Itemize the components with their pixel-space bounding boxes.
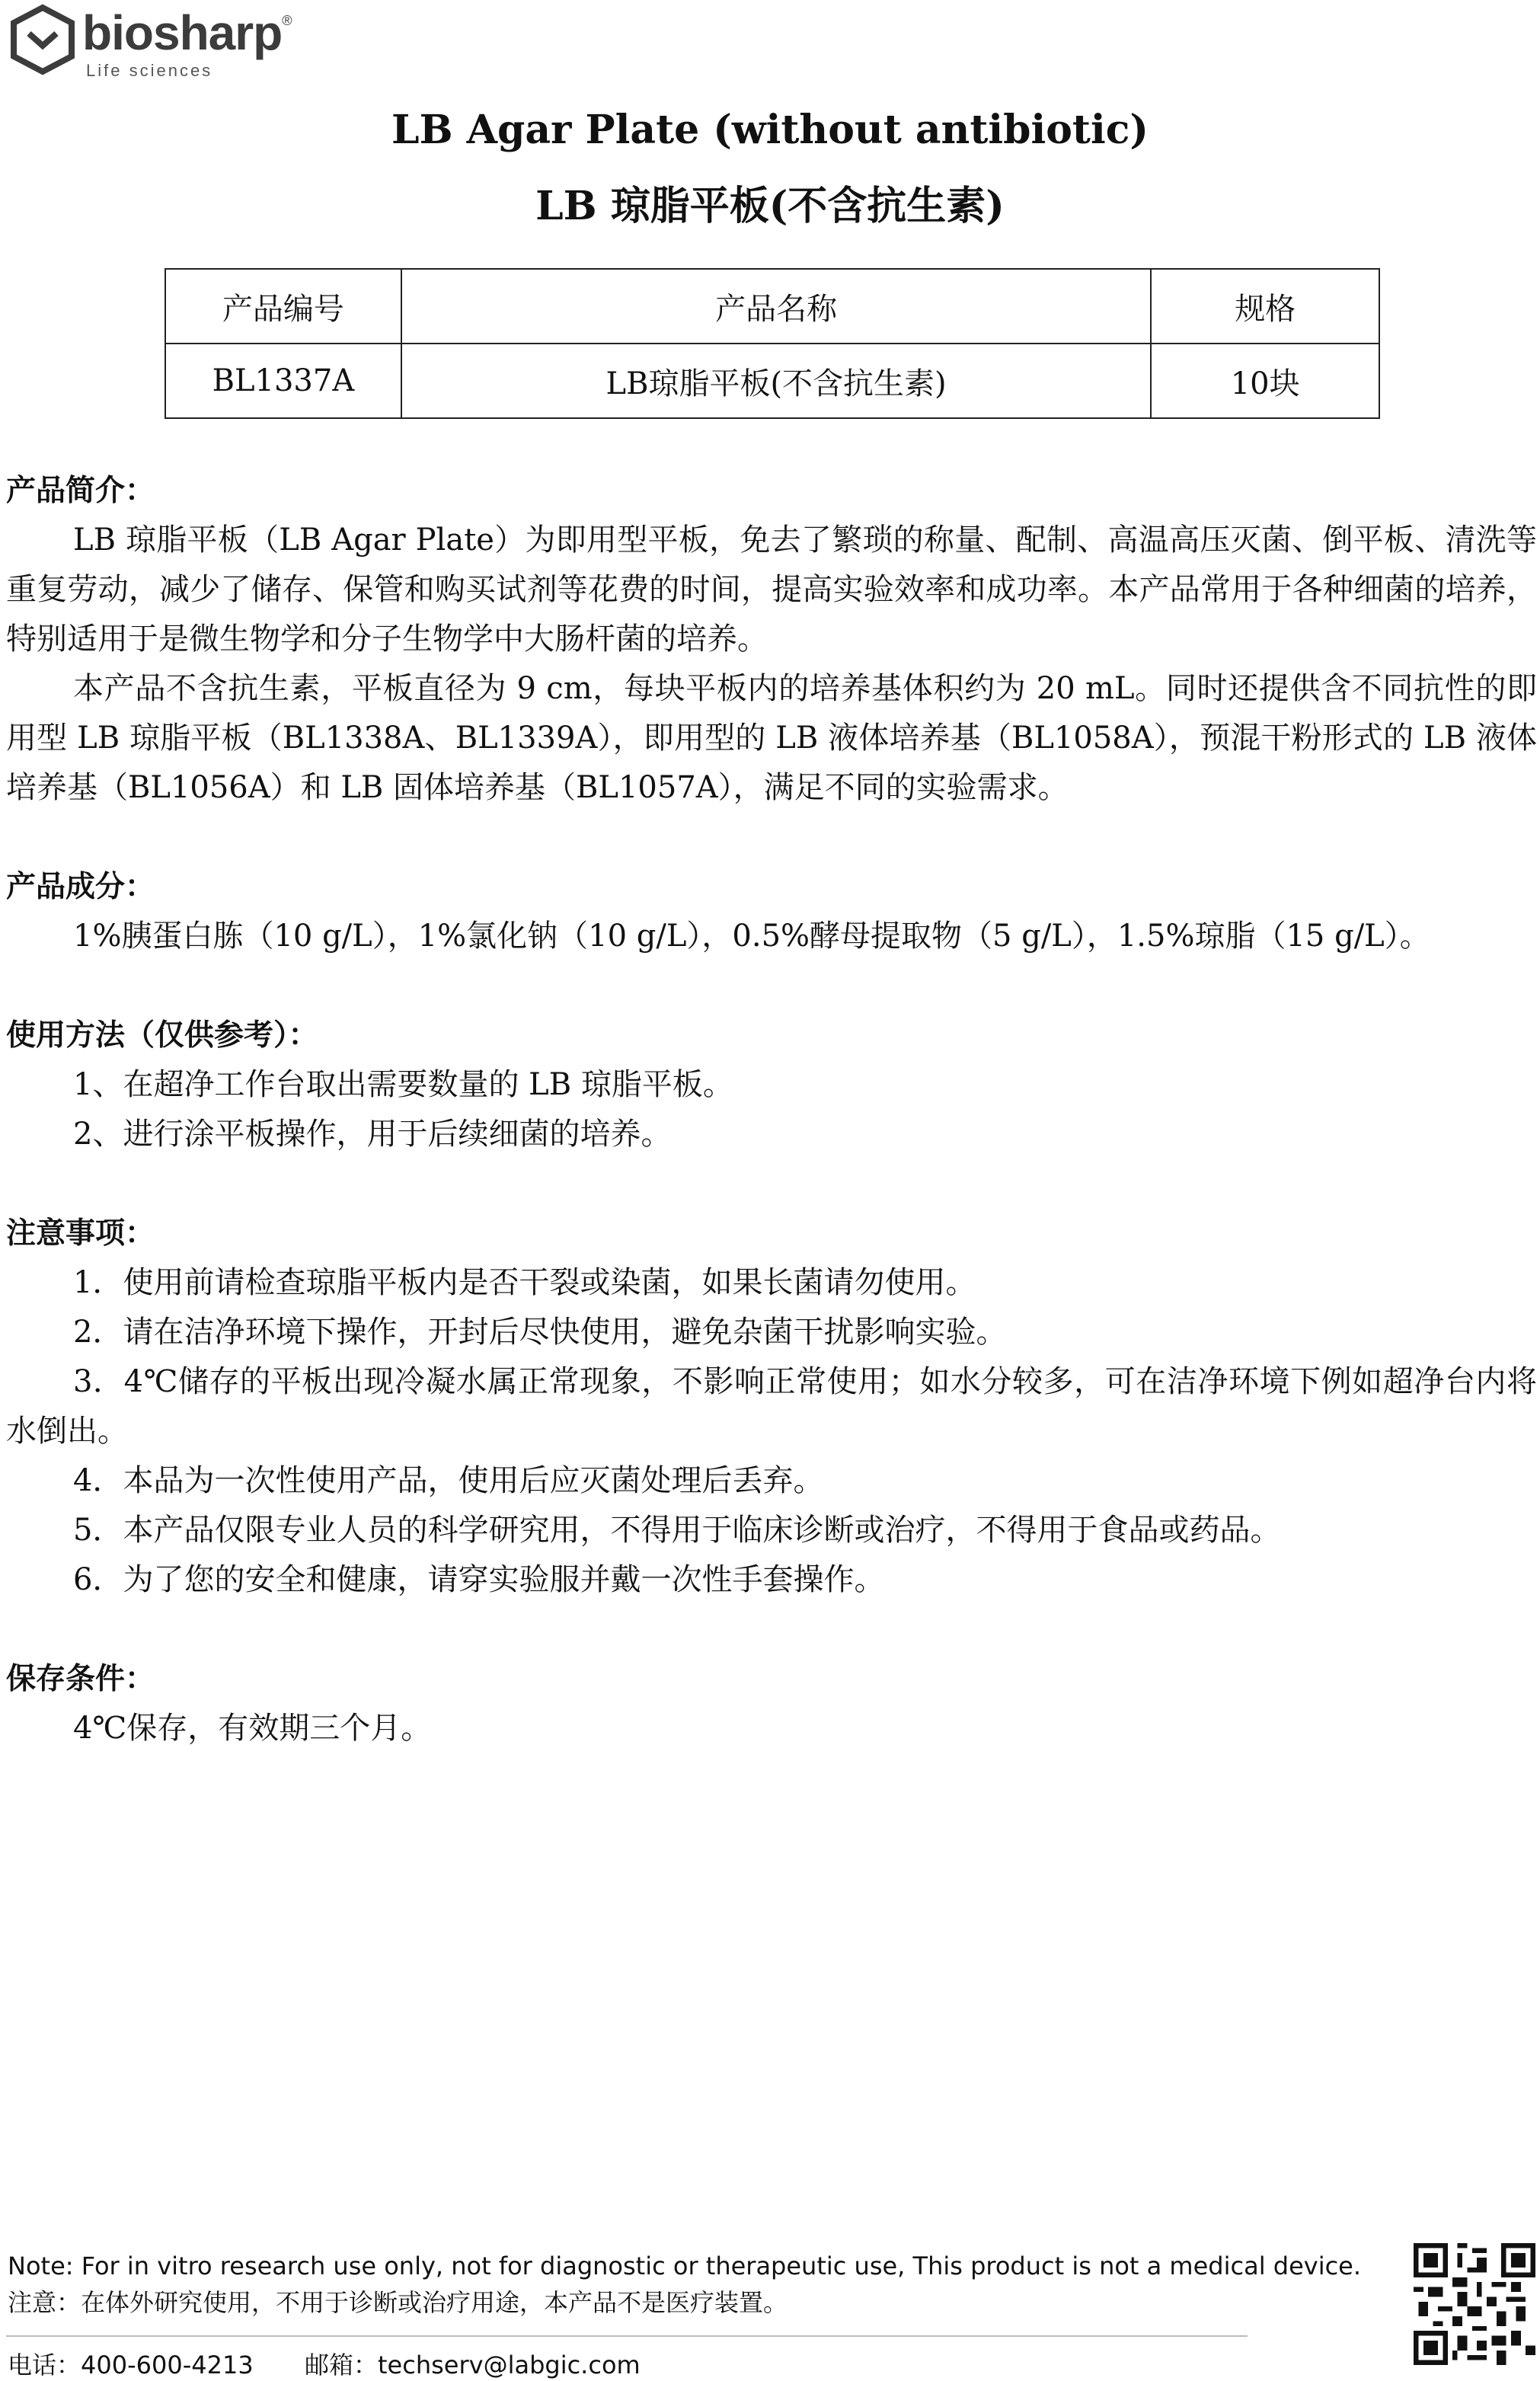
footer-divider [6, 2335, 1248, 2337]
note-item-2: 2．请在洁净环境下操作，开封后尽快使用，避免杂菌干扰影响实验。 [73, 1315, 1007, 1350]
note-item-5: 5．本产品仅限专业人员的科学研究用，不得用于临床诊断或治疗，不得用于食品或药品。 [73, 1513, 1281, 1548]
note-item-1: 1．使用前请检查琼脂平板内是否干裂或染菌，如果长菌请勿使用。 [73, 1265, 976, 1300]
notes-heading: 注意事项： [6, 1216, 155, 1251]
brand-logo [6, 3, 311, 79]
header-spec: 规格 [1151, 269, 1379, 344]
header-product-name: 产品名称 [401, 269, 1152, 344]
intro-paragraph-2: 本产品不含抗生素，平板直径为 9 cm，每块平板内的培养基体积约为 20 mL。同时还提供含不同抗性的即用型 LB 琼脂平板（BL1338A、BL1339A），即用型的 LB 液体培养基（BL1058A），预混干粉形式的 LB 液体培养基（BL1056A）和 LB 固体培养基（BL1057A），满足不同的实验需求。 [6, 671, 1537, 805]
intro-heading: 产品简介： [6, 474, 155, 508]
note-item-3: 3．4℃储存的平板出现冷凝水属正常现象，不影响正常使用；如水分较多，可在洁净环境下例如超净台内将水倒出。 [6, 1364, 1537, 1449]
title-chinese: LB 琼脂平板(不含抗生素) [535, 183, 1005, 229]
header-catalog-no: 产品编号 [165, 269, 401, 344]
document-body [6, 466, 1537, 1753]
note-item-6: 6．为了您的安全和健康，请穿实验服并戴一次性手套操作。 [73, 1562, 885, 1597]
composition-heading: 产品成分： [6, 870, 155, 904]
brand-name: biosharp® [82, 5, 292, 60]
usage-step-2: 2、进行涂平板操作，用于后续细菌的培养。 [73, 1117, 672, 1152]
note-item-4: 4．本品为一次性使用产品，使用后应灭菌处理后丢弃。 [73, 1463, 824, 1498]
cell-catalog-no: BL1337A [165, 344, 401, 418]
composition-text: 1%胰蛋白胨（10 g/L），1%氯化钠（10 g/L），0.5%酵母提取物（5 g/L），1.5%琼脂（15 g/L）。 [73, 919, 1430, 954]
intro-paragraph-1: LB 琼脂平板（LB Agar Plate）为即用型平板，免去了繁琐的称量、配制、高温高压灭菌、倒平板、清洗等重复劳动，减少了储存、保管和购买试剂等花费的时间，提高实验效率和成功率。本产品常用于各种细菌的培养，特别适用于是微生物学和分子生物学中大肠杆菌的培养。 [6, 523, 1537, 657]
footer-note-english: Note: For in vitro research use only, not for diagnostic or therapeutic use, This product is not a medical device. [8, 2252, 1362, 2280]
brand-subtitle: Life sciences [86, 61, 213, 80]
table-header-row [165, 269, 1379, 344]
footer-note-chinese: 注意：在体外研究使用，不用于诊断或治疗用途，本产品不是医疗装置。 [8, 2288, 788, 2317]
footer-email: 邮箱：techserv@labgic.com [305, 2351, 641, 2379]
usage-heading: 使用方法（仅供参考）： [6, 1018, 318, 1053]
usage-step-1: 1、在超净工作台取出需要数量的 LB 琼脂平板。 [73, 1067, 733, 1102]
title-english: LB Agar Plate (without antibiotic) [391, 107, 1149, 153]
qr-code-icon [1414, 2242, 1535, 2366]
table-row [165, 344, 1379, 418]
cell-product-name: LB琼脂平板(不含抗生素) [401, 344, 1152, 418]
logo-hexagon-icon [6, 3, 79, 76]
cell-spec: 10块 [1151, 344, 1379, 418]
product-table [165, 268, 1380, 419]
storage-heading: 保存条件： [6, 1662, 155, 1696]
footer-phone: 电话：400-600-4213 [8, 2351, 254, 2379]
storage-text: 4℃保存，有效期三个月。 [73, 1711, 432, 1746]
